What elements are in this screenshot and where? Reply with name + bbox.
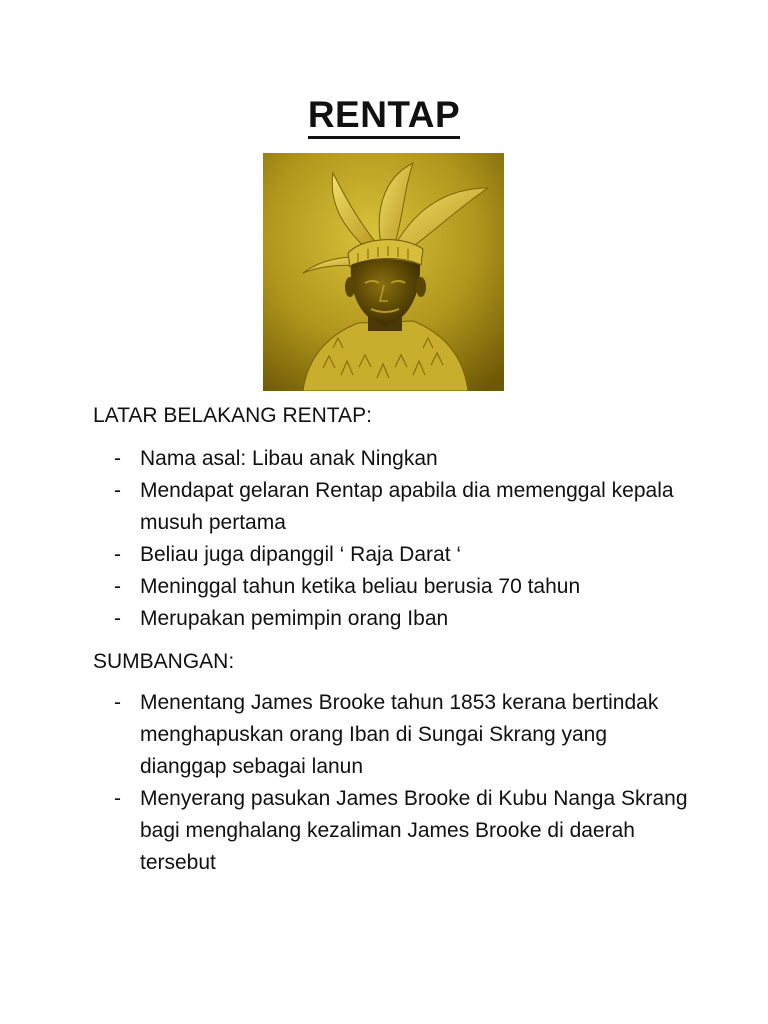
bullet-dash: -: [114, 787, 121, 810]
section-heading-sumbangan: SUMBANGAN:: [93, 650, 235, 673]
bullet-dash: -: [114, 447, 121, 470]
page-title-text: RENTAP: [308, 94, 460, 139]
list-item: [93, 443, 693, 475]
list-item-text: Meninggal tahun ketika beliau berusia 70 tahun: [140, 575, 581, 598]
bullet-list-latar-belakang: [93, 443, 693, 635]
section-heading-latar-belakang: LATAR BELAKANG RENTAP:: [93, 404, 372, 427]
list-item: [93, 539, 693, 571]
list-item: [93, 783, 693, 879]
bullet-dash: -: [114, 543, 121, 566]
list-item-text: Mendapat gelaran Rentap apabila dia memenggal kepala musuh pertama: [140, 479, 674, 534]
bullet-list-sumbangan: [93, 687, 693, 879]
list-item-text: Menyerang pasukan James Brooke di Kubu Nanga Skrang bagi menghalang kezaliman James Brooke di daerah tersebut: [140, 787, 688, 874]
list-item-text: Beliau juga dipanggil ‘ Raja Darat ‘: [140, 543, 462, 566]
bullet-dash: -: [114, 479, 121, 502]
list-item-text: Menentang James Brooke tahun 1853 kerana bertindak menghapuskan orang Iban di Sungai Skrang yang dianggap sebagai lanun: [140, 691, 659, 778]
list-item-text: Merupakan pemimpin orang Iban: [140, 607, 449, 630]
bullet-dash: -: [114, 691, 121, 714]
portrait-image: [263, 153, 504, 391]
list-item: [93, 687, 693, 783]
list-item: [93, 571, 693, 603]
bullet-dash: -: [114, 575, 121, 598]
page-title: [0, 92, 768, 138]
list-item: [93, 475, 693, 539]
list-item: [93, 603, 693, 635]
list-item-text: Nama asal: Libau anak Ningkan: [140, 447, 438, 470]
bullet-dash: -: [114, 607, 121, 630]
